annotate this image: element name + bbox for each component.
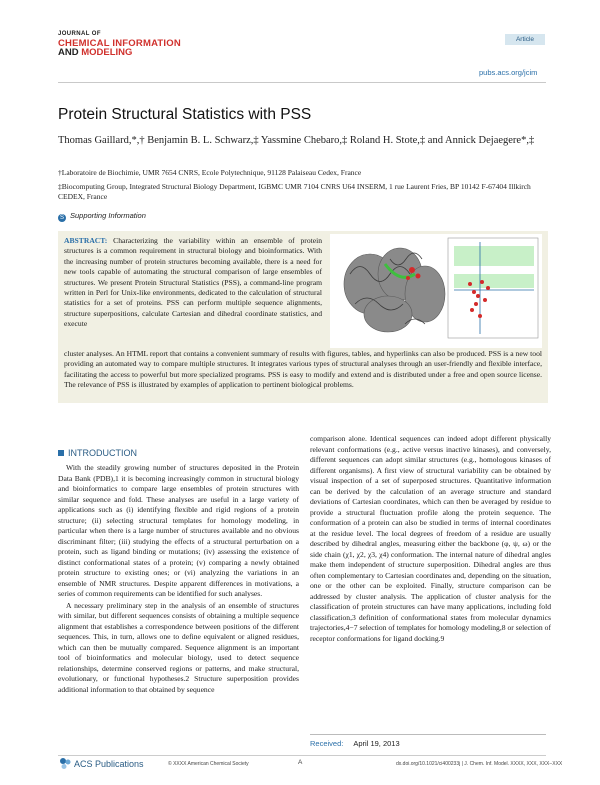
journal-line-3: AND MODELING [58, 47, 133, 58]
abstract-text-continued: cluster analyses. An HTML report that contains a convenient summary of results with figures, tables, and hyperlinks can also be produced. PSS is a new tool providing an automated way to compare multiple structures. It integrates various types of structural analyses through an user-friendly and flexible interface, facilitating the access to powerful but more specialized programs. PSS is easy to modify and extend and is distributed under a free and open source license. The relevance of PSS is illustrated by examples of application to pertinent biological problems. [64, 349, 542, 390]
journal-url-link[interactable]: pubs.acs.org/jcim [479, 68, 538, 77]
intro-right-column [310, 434, 551, 645]
article-tag: Article [505, 34, 545, 45]
header-divider [58, 82, 546, 83]
copyright-text: © XXXX American Chemical Society [168, 761, 249, 767]
supporting-info-icon: S [59, 215, 64, 221]
journal-line-2: CHEMICAL INFORMATION [58, 38, 181, 49]
affiliation-2: ‡Biocomputing Group, Integrated Structural Biology Department, IGBMC UMR 7104 CNRS U64 INSERM, 1 rue Laurent Fries, BP 10142 F-67404 Illkirch CEDEX, France [58, 182, 531, 201]
received-divider [310, 734, 546, 735]
protein-structure-figure [330, 234, 542, 348]
acs-publications-logo: ACS Publications [58, 756, 144, 770]
intro-paragraph-1: With the steadily growing number of structures deposited in the Protein Data Bank (PDB),1 it is becoming increasingly common in structural biology and bioinformatics to compare large ensembles of protein structures with similar sequence and fold. These analyses are useful in a large variety of applications such as (i) identifying flexible and rigid regions of a protein structure; (ii) selecting structural templates for homology modeling, in particular when there is a large number of structures available and no obvious discriminant filter; (iii) studying the effects of a structural perturbation on a protein, such as ligand binding or mutations; (iv) assessing the existence of distinct conformational states of a protein; (v) comparing a newly obtained protein structure to existing ones; or (vi) analyzing the variations in an ensemble of NMR structures. Despite apparent differences in motivations, a series of common requirements can be identified for such analyses. [58, 463, 299, 598]
intro-paragraph-3: comparison alone. Identical sequences can indeed adopt different physically relevant conformations (e.g., active versus inactive kinases), and conversely, different sequences can adopt similar structures (e.g., homologous kinases of different organisms). A first view of structural variability can be obtained by visual inspection of a set of superposed structures. Quantitative information can be derived by the calculation of an average structure and standard deviations of Cartesian coordinates, which can then be averaged by residue to provide a structural fluctuation profile along the protein sequence. The conformation of a protein can also be studied in terms of internal coordinates at the residue level. The local degrees of freedom of a residue are usually described by dihedral angles, measuring either the backbone (φ, ψ, ω) or the side chain (χ1, χ2, χ3, χ4) conformation. The internal nature of dihedral angles make them independent of structure superposition. Dihedral angles are thus often complementary to Cartesian coordinates and, depending on the situation, one or the other can be exploited. Finally, structure comparison can be addressed by cluster analysis. The application of cluster analysis for the classification of protein structures can have many applications, including fold classification,3 definition of conformational states from molecular dynamics trajectories,4−7 selection of templates for homology modeling,8 or selection of receptor conformations for ligand docking.9 [310, 434, 551, 643]
acs-logo-icon [58, 756, 72, 770]
supporting-information-link[interactable]: S Supporting Information [59, 211, 146, 221]
section-bullet-icon [58, 450, 64, 456]
affiliation-1: †Laboratoire de Biochimie, UMR 7654 CNRS, Ecole Polytechnique, 91128 Palaiseau Cedex, France [58, 168, 362, 177]
toc-graphic [330, 234, 542, 348]
received-line: Received: April 19, 2013 [310, 739, 400, 748]
intro-left-column [58, 463, 299, 696]
page-number: A [298, 759, 303, 766]
abstract-text: ABSTRACT: Characterizing the variability within an ensemble of protein structures is a common requirement in structural biology and bioinformatics. With the increasing number of protein structures becoming available, there is a need for new tools capable of automating the structural comparison of large ensembles of structures. We present Protein Structural Statistics (PSS), a command-line program written in Perl for Unix-like environments, dedicated to the calculation of structural statistics for a set of proteins. PSS can perform multiple sequence alignments, structure superpositions, calculate Cartesian and dihedral coordinate statistics, and execute [64, 236, 322, 329]
intro-paragraph-2: A necessary preliminary step in the analysis of an ensemble of structures with similar, but different sequences consists of obtaining a multiple sequence alignment that establishes a correspondence between positions of the different sequences. This, in turn, allows one to define equivalent or aligned residues, which can then be mutually compared. Sequence alignment is an important tool of bioinformatics and molecular biology, used to detect sequence relationships, determine conserved regions or patterns, and make structural, evolutionary, or functional hypotheses.2 Structure superposition provides additional information to that obtained by sequence [58, 600, 299, 694]
page-title: Protein Structural Statistics with PSS [58, 106, 312, 123]
journal-line-1: JOURNAL OF [58, 31, 101, 37]
section-heading-introduction: INTRODUCTION [58, 448, 137, 458]
journal-logo [58, 30, 181, 57]
doi-link[interactable]: dx.doi.org/10.1021/ci400233j | J. Chem. Inf. Model. XXXX, XXX, XXX−XXX [396, 761, 563, 767]
author-list: Thomas Gaillard,*,† Benjamin B. L. Schwarz,‡ Yassmine Chebaro,‡ Roland H. Stote,‡ and Annick Dejaegere*,‡ [58, 135, 535, 146]
